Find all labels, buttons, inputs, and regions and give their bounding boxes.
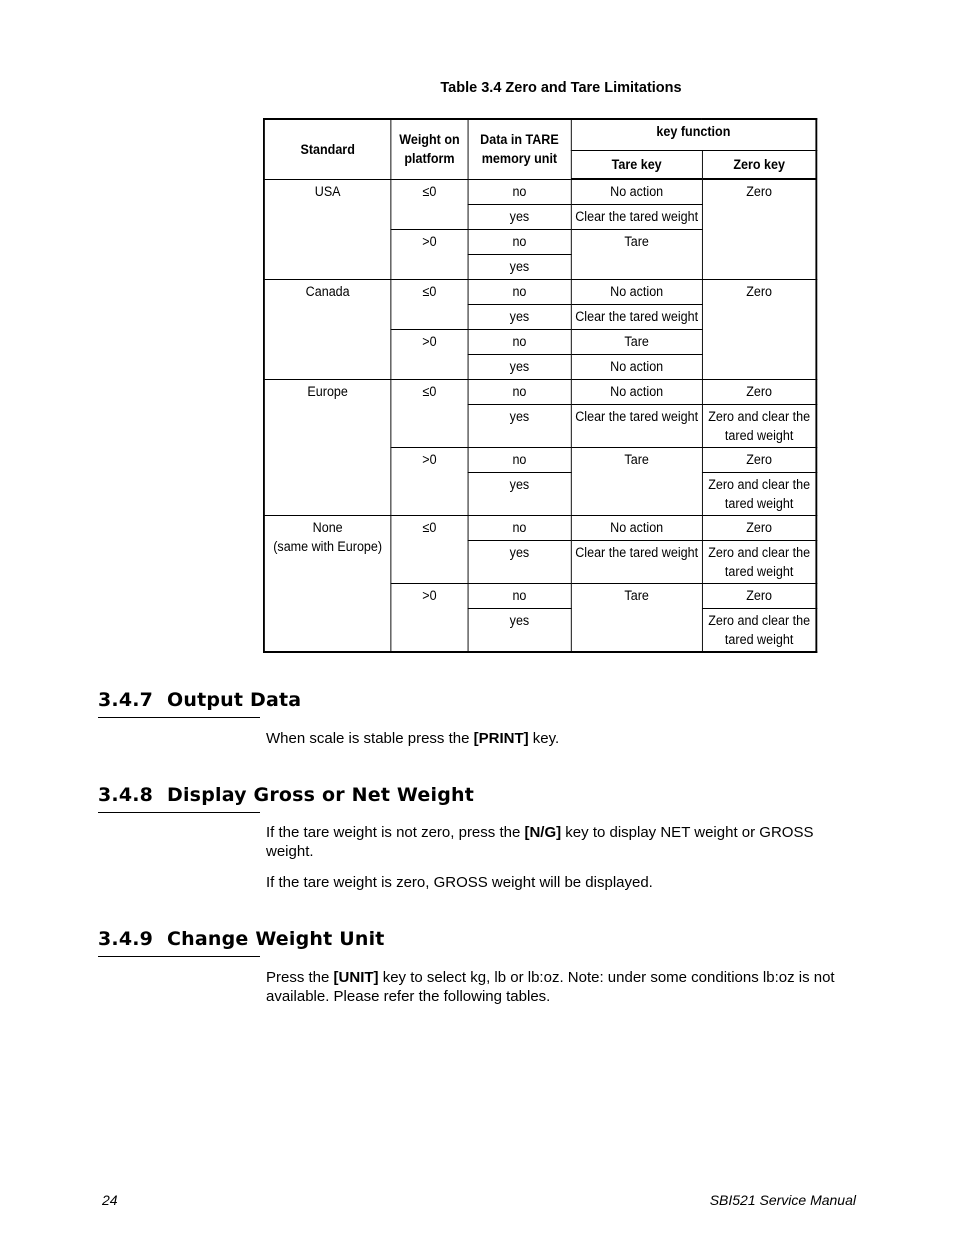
cell-tare-data: no [468,179,571,204]
section-paragraph [266,968,856,1006]
header-zero-key: Zero key [702,150,816,179]
cell-tare-key: No action [571,515,702,540]
table-row [264,279,816,304]
text-run: key to display NET weight or GROSS weight. [266,824,814,860]
header-data-in-tare: Data in TARE memory unit [468,119,571,179]
cell-zero-key: Zero [702,447,816,472]
cell-tare-data: yes [468,254,571,279]
cell-zero-key: Zero and clear the tared weight [702,404,816,447]
section-title: Output Data [167,689,302,711]
cell-zero-key: Zero [702,379,816,404]
zero-tare-limitations-table [263,118,817,653]
cell-tare-key: No action [571,354,702,379]
cell-tare-data: yes [468,540,571,583]
section-divider [98,956,260,957]
table-caption: Table 3.4 Zero and Tare Limitations [440,80,682,96]
manual-title: SBI521 Service Manual [709,1192,856,1208]
cell-tare-key: No action [571,279,702,304]
cell-tare-data: no [468,515,571,540]
cell-tare-key: Tare [571,229,702,279]
text-run: If the tare weight is not zero, press the [266,824,525,841]
cell-zero-key: Zero [702,279,816,379]
key-label: [N/G] [524,824,562,841]
key-label: [UNIT] [333,969,379,986]
cell-standard: Europe [264,379,391,515]
cell-weight: ≤0 [391,515,468,583]
cell-tare-data: yes [468,404,571,447]
section-title: Change Weight Unit [167,928,385,950]
cell-weight: ≤0 [391,179,468,229]
section-paragraph [266,873,856,892]
cell-tare-key: Clear the tared weight [571,404,702,447]
text-run: If the tare weight is zero, GROSS weight will be displayed. [266,874,653,891]
cell-tare-key: Clear the tared weight [571,304,702,329]
cell-tare-key: Clear the tared weight [571,540,702,583]
table-row [264,179,816,204]
cell-tare-key: Tare [571,447,702,515]
text-run: When scale is stable press the [266,730,474,747]
page-number: 24 [102,1192,118,1208]
cell-weight: >0 [391,229,468,279]
header-standard: Standard [264,119,391,179]
cell-zero-key: Zero and clear the tared weight [702,472,816,515]
cell-tare-data: yes [468,608,571,652]
header-weight-on-platform: Weight on platform [391,119,468,179]
header-tare-key: Tare key [571,150,702,179]
section-heading-display-gross-net [98,784,474,806]
section-number: 3.4.7 [98,689,154,711]
cell-tare-data: yes [468,354,571,379]
section-paragraph [266,729,856,748]
table-row [264,379,816,404]
cell-standard: USA [264,179,391,279]
cell-tare-data: yes [468,472,571,515]
cell-standard: None (same with Europe) [264,515,391,652]
header-key-function: key function [571,119,816,150]
section-divider [98,717,260,718]
cell-zero-key: Zero [702,179,816,279]
cell-tare-data: yes [468,204,571,229]
key-label: [PRINT] [473,730,529,747]
cell-tare-data: no [468,447,571,472]
cell-zero-key: Zero [702,583,816,608]
cell-zero-key: Zero [702,515,816,540]
cell-weight: >0 [391,447,468,515]
section-paragraph [266,823,856,861]
text-run: Press the [266,969,334,986]
text-run: key to select kg, lb or lb:oz. Note: under some conditions lb:oz is not available. Please refer the following tables. [266,969,835,1005]
cell-weight: >0 [391,329,468,379]
cell-weight: ≤0 [391,379,468,447]
cell-tare-data: no [468,279,571,304]
cell-zero-key: Zero and clear the tared weight [702,540,816,583]
cell-tare-data: no [468,229,571,254]
cell-tare-key: No action [571,379,702,404]
cell-tare-data: yes [468,304,571,329]
cell-zero-key: Zero and clear the tared weight [702,608,816,652]
cell-tare-data: no [468,329,571,354]
section-heading-change-weight-unit [98,928,385,950]
cell-tare-data: no [468,379,571,404]
cell-weight: ≤0 [391,279,468,329]
cell-tare-key: Tare [571,583,702,652]
section-title: Display Gross or Net Weight [167,784,475,806]
text-run: key. [528,730,560,747]
section-heading-output-data [98,689,301,711]
cell-standard: Canada [264,279,391,379]
cell-tare-key: No action [571,179,702,204]
cell-tare-key: Clear the tared weight [571,204,702,229]
cell-weight: >0 [391,583,468,652]
section-number: 3.4.8 [98,784,154,806]
cell-tare-key: Tare [571,329,702,354]
section-divider [98,812,260,813]
cell-tare-data: no [468,583,571,608]
section-number: 3.4.9 [98,928,154,950]
table-row [264,515,816,540]
